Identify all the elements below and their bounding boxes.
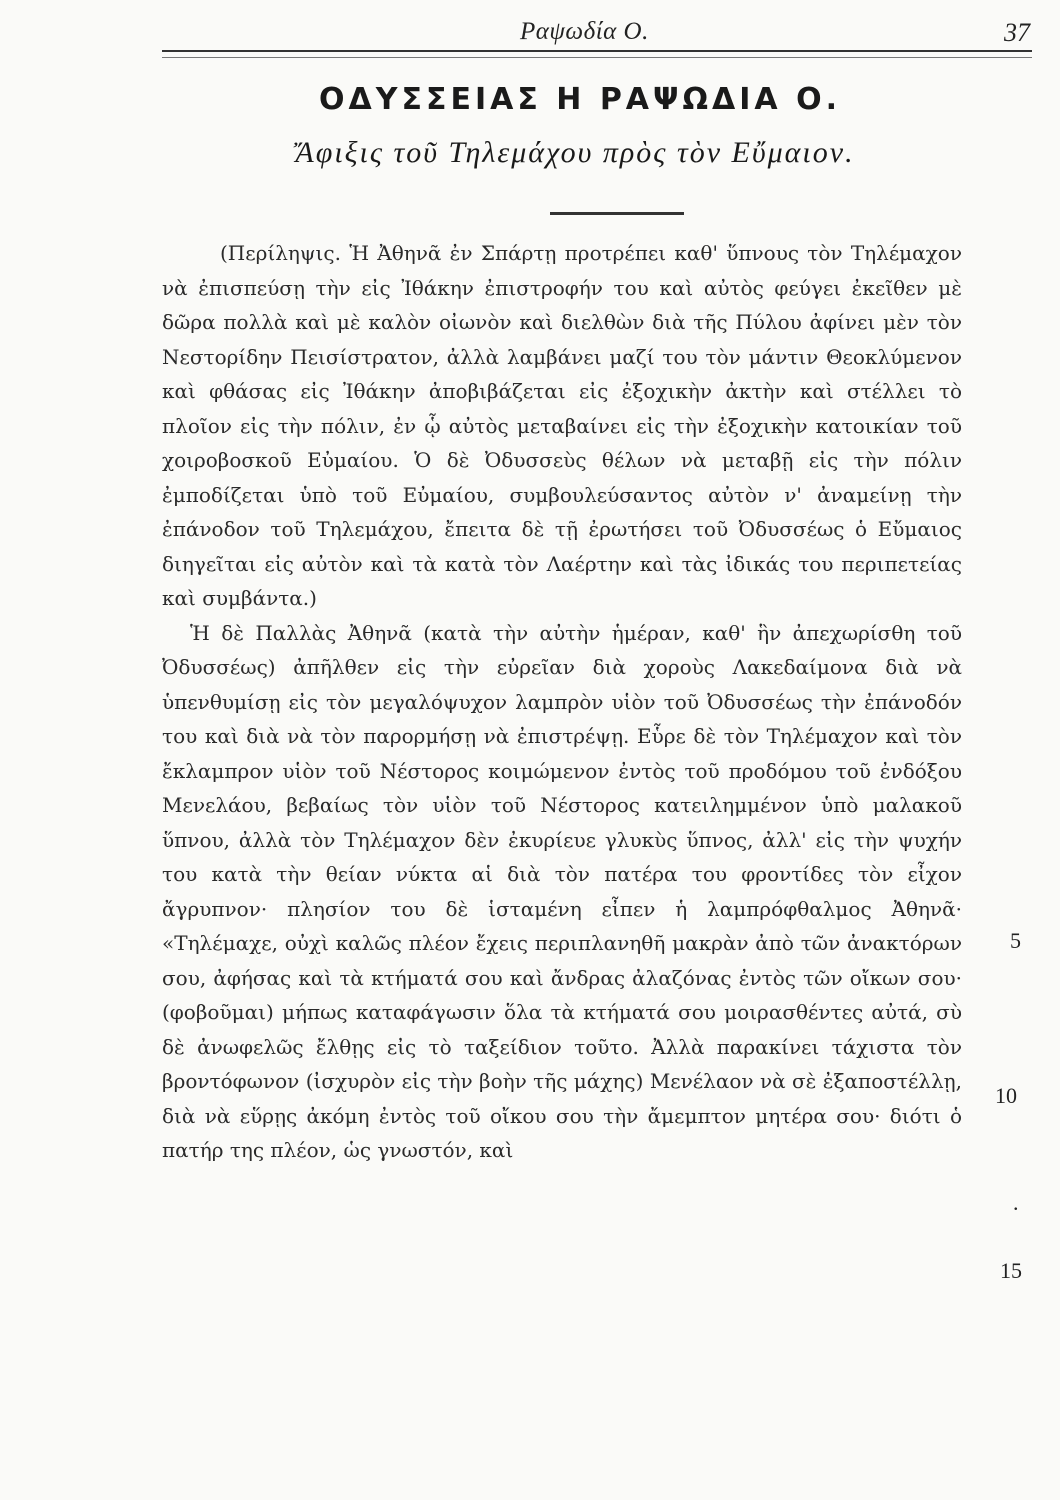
page-number: 37 bbox=[1004, 18, 1030, 47]
page-subtitle: Ἄφιξις τοῦ Τηλεμάχου πρὸς τὸν Εὔμαιον. bbox=[295, 136, 855, 169]
running-head: Ραψωδία Ο. bbox=[520, 18, 649, 45]
title-divider bbox=[550, 212, 684, 215]
main-paragraph: Ἡ δὲ Παλλὰς Ἀθηνᾶ (κατὰ τὴν αὐτὴν ἡμέραν, καθ' ἣν ἀπεχωρίσθη τοῦ Ὀδυσσέως) ἀπῆλθεν εἰς τὴν εὐρεῖαν διὰ χοροὺς Λακεδαίμονα διὰ νὰ ὑπενθυμίσῃ εἰς τὸν μεγαλόψυχον λαμπρὸν υἱὸν τοῦ Ὀδυσσέως τὴν ἐπάνοδόν του καὶ διὰ νὰ τὸν παρορμήσῃ νὰ ἐπιστρέψῃ. Εὗρε δὲ τὸν Τηλέμαχον καὶ τὸν ἔκλαμπρον υἱὸν τοῦ Νέστορος κοιμώμενον ἐντὸς τοῦ προδόμου τοῦ ἐνδόξου Μενελάου, βεβαίως τὸν υἱὸν τοῦ Νέστορος κατειλημμένον ὑπὸ μαλακοῦ ὕπνου, ἀλλὰ τὸν Τηλέμαχον δὲν ἐκυρίευε γλυκὺς ὕπνος, ἀλλ' εἰς τὴν ψυχήν του κατὰ τὴν θείαν νύκτα αἱ διὰ τὸν πατέρα του φροντίδες τὸν εἶχον ἄγρυπνον· πλησίον του δὲ ἱσταμένη εἶπεν ἡ λαμπρόφθαλμος Ἀθηνᾶ· «Τηλέμαχε, οὐχὶ καλῶς πλέον ἔχεις περιπλανηθῆ μακρὰν ἀπὸ τῶν ἀνακτόρων σου, ἀφήσας καὶ τὰ κτήματά σου καὶ ἄνδρας ἀλαζόνας ἐντὸς τῶν οἴκων σου· (φοβοῦμαι) μήπως καταφάγωσιν ὅλα τὰ κτήματά σου μοιρασθέντες αὐτά, σὺ δὲ ἀνωφελῶς ἔλθῃς εἰς τὸ ταξείδιον τοῦτο. Ἀλλὰ παρακίνει τάχιστα τὸν βροντόφωνον (ἰσχυρὸν εἰς τὴν βοὴν τῆς μάχης) Μενέλαον νὰ σὲ ἐξαποστέλλῃ, διὰ νὰ εὕρῃς ἀκόμη ἐντὸς τοῦ οἴκου σου τὴν ἄμεμπτον μητέρα σου· διότι ὁ πατήρ της πλέον, ὡς γνωστόν, καὶ bbox=[162, 620, 962, 1162]
margin-dot: . bbox=[1013, 1190, 1019, 1215]
header-rule bbox=[162, 50, 1032, 52]
line-number-15: 15 bbox=[1000, 1258, 1022, 1283]
page-title: ΟΔΥΣΣΕΙΑΣ Η ΡΑΨΩΔΙΑ Ο. bbox=[319, 82, 841, 117]
line-number-10: 10 bbox=[995, 1083, 1017, 1108]
header-rule-thin bbox=[162, 57, 1032, 58]
summary-paragraph: (Περίληψις. Ἡ Ἀθηνᾶ ἐν Σπάρτῃ προτρέπει καθ' ὕπνους τὸν Τηλέμαχον νὰ ἐπισπεύσῃ τὴν εἰς Ἰθάκην ἐπιστροφήν του καὶ αὐτὸς φεύγει ἐκεῖθεν μὲ δῶρα πολλὰ καὶ μὲ καλὸν οἰωνὸν καὶ διελθὼν διὰ τῆς Πύλου ἀφίνει μὲν τὸν Νεστορίδην Πεισίστρατον, ἀλλὰ λαμβάνει μαζί του τὸν μάντιν Θεοκλύμενον καὶ φθάσας εἰς Ἰθάκην ἀποβιβάζεται εἰς ἐξοχικὴν ἀκτὴν καὶ στέλλει τὸ πλοῖον εἰς τὴν πόλιν, ἐν ᾧ αὐτὸς μεταβαίνει εἰς τὴν ἐξοχικὴν κατοικίαν τοῦ χοιροβοσκοῦ Εὐμαίου. Ὁ δὲ Ὀδυσσεὺς θέλων νὰ μεταβῇ εἰς τὴν πόλιν ἐμποδίζεται ὑπὸ τοῦ Εὐμαίου, συμβουλεύσαντος αὐτὸν ν' ἀναμείνῃ τὴν ἐπάνοδον τοῦ Τηλεμάχου, ἔπειτα δὲ τῇ ἐρωτήσει τοῦ Ὀδυσσέως ὁ Εὔμαιος διηγεῖται εἰς αὐτὸν καὶ τὰ κατὰ τὸν Λαέρτην καὶ τὰς ἰδικάς του περιπετείας καὶ συμβάντα.) bbox=[162, 241, 962, 610]
body-text bbox=[162, 236, 962, 1168]
line-number-5: 5 bbox=[1010, 928, 1021, 953]
